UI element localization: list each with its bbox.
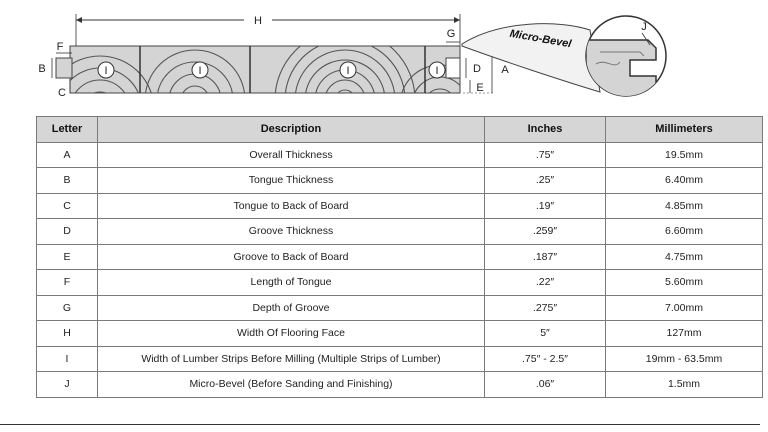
table-row <box>37 142 763 168</box>
svg-text:A: A <box>501 64 509 76</box>
cell-letter: J <box>37 372 98 398</box>
cell-description: Length of Tongue <box>98 270 485 296</box>
micro-bevel-label: Micro-Bevel <box>508 27 573 51</box>
cell-inches: .275″ <box>485 295 606 321</box>
table-row <box>37 346 763 372</box>
svg-text:G: G <box>446 28 456 40</box>
table-row <box>37 321 763 347</box>
table-header-row <box>37 117 763 143</box>
cell-inches: .25″ <box>485 168 606 194</box>
table-row <box>37 270 763 296</box>
cell-letter: C <box>37 193 98 219</box>
cell-millimeters: 5.60mm <box>606 270 763 296</box>
cell-inches: .259″ <box>485 219 606 245</box>
dimension-h <box>76 14 460 46</box>
cell-letter: A <box>37 142 98 168</box>
cell-description: Width of Lumber Strips Before Milling (Multiple Strips of Lumber) <box>98 346 485 372</box>
svg-text:I: I <box>104 65 108 77</box>
cell-millimeters: 19mm - 63.5mm <box>606 346 763 372</box>
cell-inches: .75″ - 2.5″ <box>485 346 606 372</box>
cell-inches: .22″ <box>485 270 606 296</box>
flooring-board <box>46 30 480 112</box>
svg-text:D: D <box>473 63 481 75</box>
header-description: Description <box>98 117 485 143</box>
table-row <box>37 372 763 398</box>
cell-millimeters: 4.75mm <box>606 244 763 270</box>
svg-text:B: B <box>38 63 46 75</box>
cell-inches: .75″ <box>485 142 606 168</box>
cell-letter: D <box>37 219 98 245</box>
cell-inches: .19″ <box>485 193 606 219</box>
cell-millimeters: 6.60mm <box>606 219 763 245</box>
header-letter: Letter <box>37 117 98 143</box>
cell-description: Groove Thickness <box>98 219 485 245</box>
micro-bevel-callout <box>462 16 666 110</box>
svg-text:F: F <box>56 41 64 53</box>
cell-millimeters: 4.85mm <box>606 193 763 219</box>
cell-description: Micro-Bevel (Before Sanding and Finishing) <box>98 372 485 398</box>
cell-letter: F <box>37 270 98 296</box>
svg-text:J: J <box>641 21 647 33</box>
cell-letter: G <box>37 295 98 321</box>
flooring-profile-diagram <box>0 0 768 112</box>
cell-millimeters: 7.00mm <box>606 295 763 321</box>
specification-table <box>36 116 763 398</box>
svg-text:I: I <box>198 65 202 77</box>
table-row <box>37 244 763 270</box>
table-row <box>37 168 763 194</box>
cell-description: Overall Thickness <box>98 142 485 168</box>
cell-letter: E <box>37 244 98 270</box>
cell-letter: B <box>37 168 98 194</box>
cell-millimeters: 127mm <box>606 321 763 347</box>
table-row <box>37 219 763 245</box>
cell-description: Groove to Back of Board <box>98 244 485 270</box>
bottom-divider <box>0 424 760 425</box>
cell-millimeters: 1.5mm <box>606 372 763 398</box>
table-row <box>37 295 763 321</box>
svg-text:C: C <box>58 87 66 99</box>
cell-millimeters: 6.40mm <box>606 168 763 194</box>
cell-description: Tongue to Back of Board <box>98 193 485 219</box>
svg-text:E: E <box>476 82 484 94</box>
label-h: H <box>254 15 262 27</box>
cell-letter: H <box>37 321 98 347</box>
header-inches: Inches <box>485 117 606 143</box>
cell-description: Depth of Groove <box>98 295 485 321</box>
table-body <box>37 142 763 397</box>
cell-inches: 5″ <box>485 321 606 347</box>
cell-description: Width Of Flooring Face <box>98 321 485 347</box>
svg-text:I: I <box>346 65 350 77</box>
cell-inches: .06″ <box>485 372 606 398</box>
svg-text:I: I <box>435 65 439 77</box>
table-row <box>37 193 763 219</box>
header-millimeters: Millimeters <box>606 117 763 143</box>
cell-inches: .187″ <box>485 244 606 270</box>
cell-millimeters: 19.5mm <box>606 142 763 168</box>
cell-description: Tongue Thickness <box>98 168 485 194</box>
cell-letter: I <box>37 346 98 372</box>
